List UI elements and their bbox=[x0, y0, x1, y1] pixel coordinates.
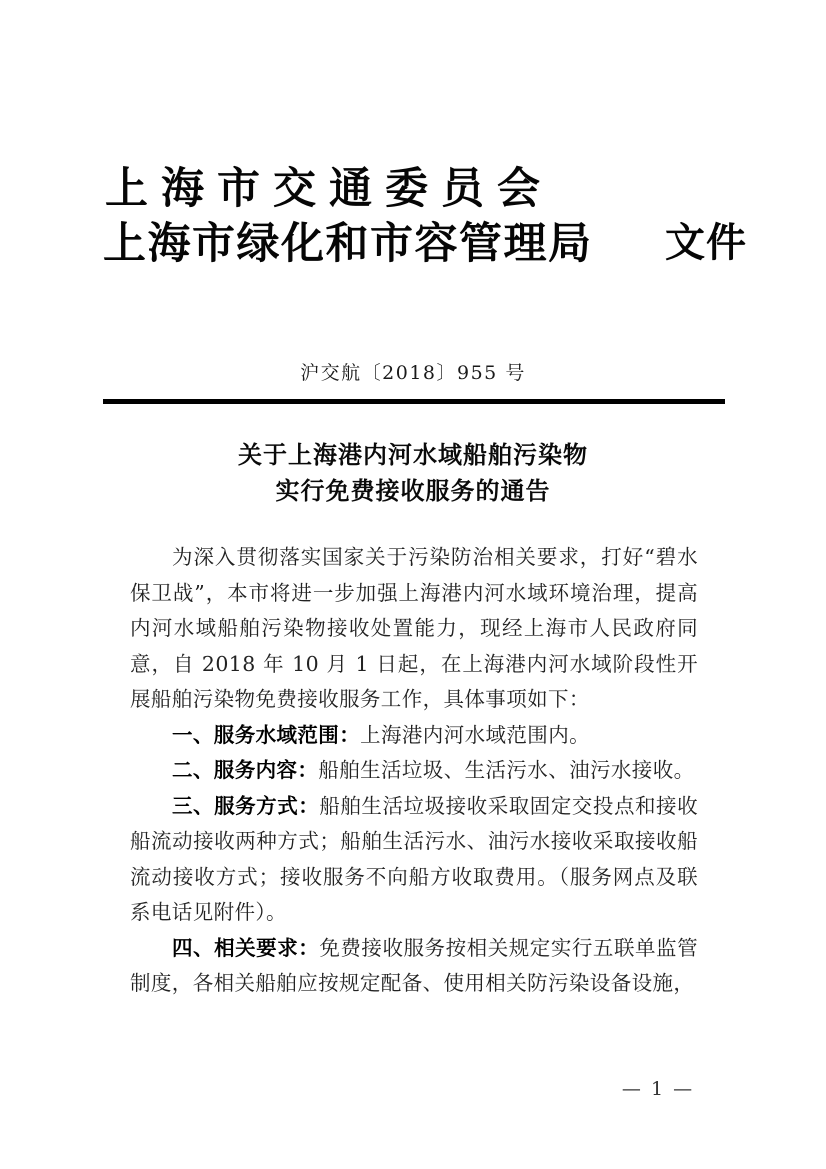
body-item-2 bbox=[130, 753, 698, 789]
body-paragraph-intro: 为深入贯彻落实国家关于污染防治相关要求，打好“碧水保卫战”，本市将进一步加强上海港内河水域环境治理，提高内河水域船舶污染物接收处置能力，现经上海市人民政府同意，自 2018 年 10 月 1 日起，在上海港内河水域阶段性开展船舶污染物免费接收服务工作，具体事项如下： bbox=[130, 545, 698, 711]
body-item-1-text: 上海港内河水域范围内。 bbox=[360, 722, 591, 747]
document-number: 沪交航〔2018〕955 号 bbox=[300, 362, 526, 384]
issuing-organization-line-2: 上海市绿化和市容管理局 bbox=[103, 219, 593, 269]
document-title-line-1: 关于上海港内河水域船舶污染物 bbox=[238, 440, 588, 469]
document-body bbox=[130, 540, 698, 1002]
masthead bbox=[0, 164, 826, 318]
document-type-label: 文件 bbox=[665, 219, 747, 266]
body-item-3 bbox=[130, 789, 698, 931]
masthead-divider-rule bbox=[103, 399, 725, 404]
body-item-4-lead: 四、相关要求： bbox=[172, 935, 320, 960]
body-item-3-lead: 三、服务方式： bbox=[172, 793, 320, 818]
body-item-4 bbox=[130, 931, 698, 1002]
document-title bbox=[0, 437, 826, 509]
page-number-value: — 1 — bbox=[621, 1078, 695, 1100]
issuing-organization-line-1: 上海市交通委员会 bbox=[105, 164, 553, 214]
masthead-organization-names bbox=[103, 164, 663, 269]
body-item-2-text: 船舶生活垃圾、生活污水、油污水接收。 bbox=[318, 758, 695, 782]
body-item-1 bbox=[130, 718, 698, 754]
body-item-1-lead: 一、服务水域范围： bbox=[172, 722, 361, 747]
body-item-4-text: 免费接收服务按相关规定实行五联单监管制度，各相关船舶应按规定配备、使用相关防污染设备设施， bbox=[130, 935, 698, 995]
body-item-2-lead: 二、服务内容： bbox=[172, 758, 319, 782]
body-item-3-text: 船舶生活垃圾接收采取固定交投点和接收船流动接收两种方式；船舶生活污水、油污水接收采取接收船流动接收方式；接收服务不向船方收取费用。（服务网点及联系电话见附件）。 bbox=[130, 793, 698, 924]
document-title-line-2: 实行免费接收服务的通告 bbox=[275, 476, 551, 505]
page-number bbox=[0, 1078, 826, 1100]
